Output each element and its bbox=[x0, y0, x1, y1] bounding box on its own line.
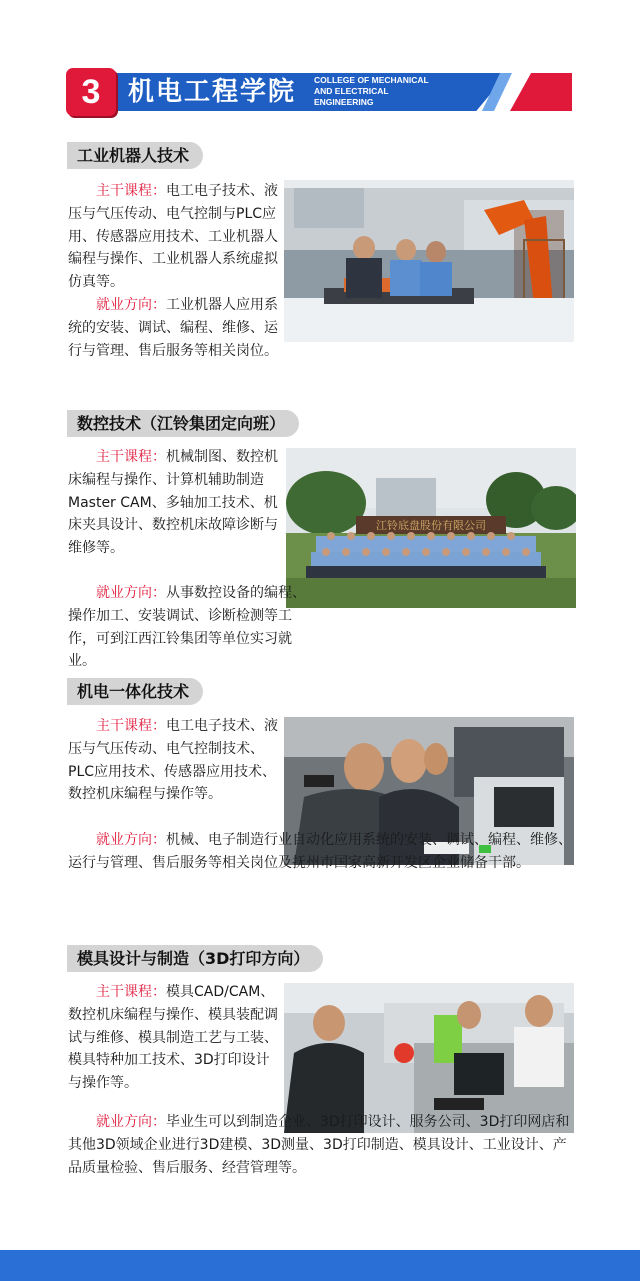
mechatronics-job-text bbox=[68, 829, 574, 875]
mold-job bbox=[68, 1111, 574, 1179]
job-text: 从事数控设备的编程、操作加工、安装调试、诊断检测等工作，可到江西江铃集团等单位实习就业。 bbox=[68, 585, 306, 670]
job-label: 就业方向： bbox=[96, 1114, 166, 1130]
course-label: 主干课程： bbox=[96, 718, 166, 734]
section-title-robotics: 工业机器人技术 bbox=[67, 142, 203, 169]
college-name-cn: 机电工程学院 bbox=[128, 77, 297, 107]
robotics-description bbox=[68, 180, 278, 362]
cnc-description bbox=[68, 446, 282, 560]
job-label: 就业方向： bbox=[96, 585, 166, 601]
course-text: 机械制图、数控机床编程与操作、计算机辅助制造Master CAM、多轴加工技术、机床夹具设计、数控机床故障诊断与维修等。 bbox=[68, 449, 278, 557]
job-text: 工业机器人应用系统的安装、调试、编程、维修、运行与管理、售后服务等相关岗位。 bbox=[68, 296, 278, 359]
college-name-en-line: COLLEGE OF MECHANICAL bbox=[314, 75, 429, 85]
mold-job-block bbox=[68, 1111, 574, 1179]
mechatronics-description bbox=[68, 715, 280, 806]
mechatronics-course bbox=[68, 715, 280, 806]
banner-red-tail bbox=[510, 73, 572, 111]
course-text: 电工电子技术、液压与气压传动、电气控制技术、PLC应用技术、传感器应用技术、数控机床编程与操作等。 bbox=[68, 718, 278, 803]
course-label: 主干课程： bbox=[96, 984, 166, 1000]
job-label: 就业方向： bbox=[96, 296, 166, 313]
course-text: 模具CAD/CAM、数控机床编程与操作、模具装配调试与维修、模具制造工艺与工装、模具特种加工技术、3D打印设计与操作等。 bbox=[68, 984, 278, 1092]
course-label: 主干课程： bbox=[96, 449, 166, 465]
section-title-mechatronics: 机电一体化技术 bbox=[67, 678, 203, 705]
section-number-badge: 3 bbox=[66, 68, 116, 116]
cnc-course bbox=[68, 446, 282, 560]
mechatronics-job-wrap bbox=[68, 829, 574, 875]
mold-description bbox=[68, 981, 282, 1095]
robotics-lab-photo bbox=[284, 180, 574, 342]
cnc-job-block bbox=[68, 582, 318, 673]
college-name-en-line: ENGINEERING bbox=[314, 97, 374, 107]
cnc-group-photo bbox=[286, 448, 576, 608]
college-name-en-line: AND ELECTRICAL bbox=[314, 86, 389, 96]
college-banner bbox=[66, 70, 572, 114]
company-sign-text: 江铃底盘股份有限公司 bbox=[376, 519, 486, 532]
job-text: 毕业生可以到制造企业、3D打印设计、服务公司、3D打印网店和其他3D领域企业进行3D建模、3D测量、3D打印制造、模具设计、工业设计、产品质量检验、售后服务、经营管理等。 bbox=[68, 1114, 570, 1176]
cnc-job bbox=[68, 582, 318, 673]
job-label: 就业方向： bbox=[96, 832, 166, 848]
robotics-course bbox=[68, 180, 278, 294]
course-text: 电工电子技术、液压与气压传动、电气控制与PLC应用、传感器应用技术、工业机器人编程与操作、工业机器人系统虚拟仿真等。 bbox=[68, 183, 278, 291]
section-title-mold: 模具设计与制造（3D打印方向） bbox=[67, 945, 323, 972]
college-name-en bbox=[314, 75, 464, 108]
course-label: 主干课程： bbox=[96, 183, 166, 199]
job-text: 机械、电子制造行业自动化应用系统的安装、调试、编程、维修、运行与管理、售后服务等相关岗位及抚州市国家高新开发区企业储备干部。 bbox=[68, 832, 572, 871]
section-title-cnc: 数控技术（江铃集团定向班） bbox=[67, 410, 299, 437]
footer-bar bbox=[0, 1250, 640, 1281]
mold-course bbox=[68, 981, 282, 1095]
robotics-job bbox=[68, 294, 278, 362]
